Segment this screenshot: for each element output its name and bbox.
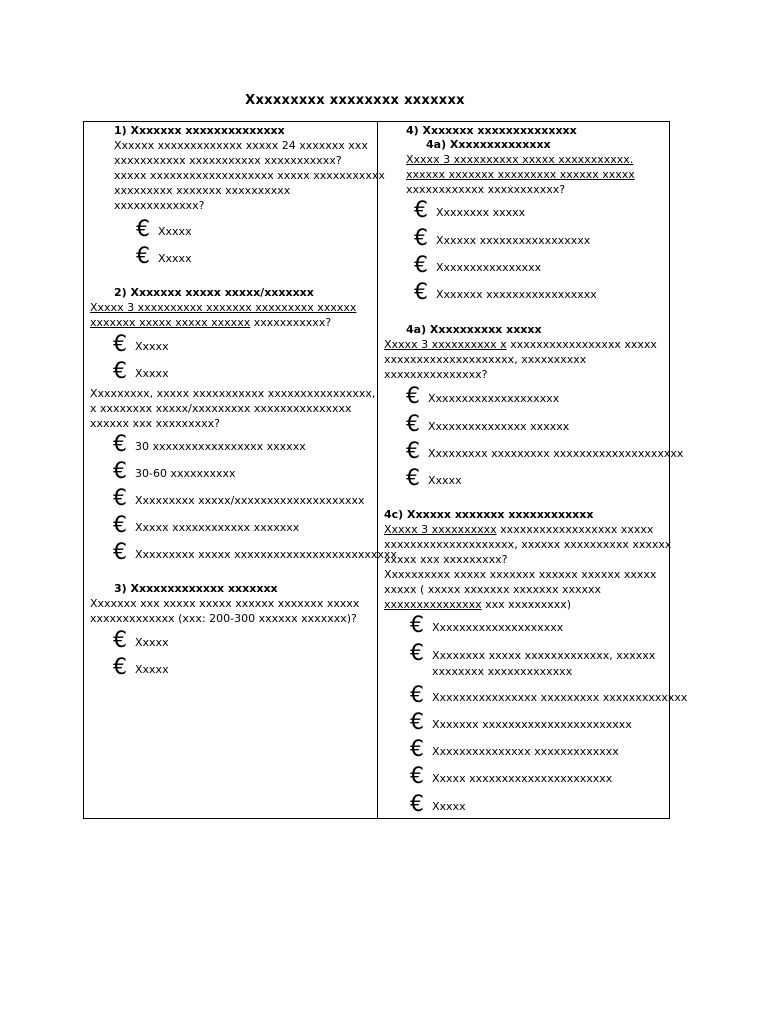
section-1-line: xxxxxxxxxxx xxxxxxxxxxx xxxxxxxxxxx? xyxy=(114,154,342,167)
right-column xyxy=(378,122,688,818)
option-label: Xxxxxxx xxxxxxxxxxxxxxxxxxxxxxx xyxy=(432,718,632,731)
option-label: Xxxxxxxxxxxxxxxxxxxx xyxy=(428,392,560,405)
section-4a-line: xxxxxxxxxxxx xxxxxxxxxxx? xyxy=(406,183,566,196)
section-4c-heading: 4c) Xxxxxx xxxxxxx xxxxxxxxxxxx xyxy=(384,508,594,521)
option-label: Xxxxxxxxxxxxxxx xxxxxxxxxxxxx xyxy=(432,745,619,758)
option-label: Xxxxxxxx xxxxx xxxxxxxxxxxxx, xxxxxx xyxy=(432,649,656,662)
option-label: Xxxxxxxxxxxxxxxx xxxxxxxxx xxxxxxxxxxxxx xyxy=(432,691,688,704)
section-1-option[interactable] xyxy=(136,244,192,270)
section-3-line: Xxxxxxx xxx xxxxx xxxxx xxxxxx xxxxxxx xxxxx xyxy=(90,597,360,610)
euro-icon: € xyxy=(113,359,127,384)
euro-icon: € xyxy=(113,432,127,457)
option-label: Xxxxx xyxy=(135,636,169,649)
section-4c-option[interactable] xyxy=(410,792,466,818)
section-4c-line: xxxxx xxx xxxxxxxxx? xyxy=(384,553,508,566)
euro-icon: € xyxy=(406,466,420,491)
section-1-line: xxxxxxxxx xxxxxxx xxxxxxxxxx xyxy=(114,184,291,197)
euro-icon: € xyxy=(113,332,127,357)
section-2-option[interactable] xyxy=(113,359,169,385)
section-2-follow-option[interactable] xyxy=(113,540,397,566)
option-label: Xxxxx xyxy=(135,663,169,676)
section-2-follow-option[interactable] xyxy=(113,432,306,458)
euro-icon: € xyxy=(113,628,127,653)
section-2-heading: 2) Xxxxxxx xxxxx xxxxx/xxxxxxx xyxy=(114,286,314,299)
option-label: Xxxxxx xxxxxxxxxxxxxxxxx xyxy=(436,234,591,247)
line-tail: xxxxxxxxxxxxxxxxxx xxxxx xyxy=(496,523,654,536)
euro-icon: € xyxy=(406,384,420,409)
option-label: Xxxxxxx xxxxxxxxxxxxxxxxx xyxy=(436,288,597,301)
line-tail: xxxxxxxxxxxxxxxxx xxxxx xyxy=(506,338,657,351)
option-label: Xxxxx xyxy=(432,800,466,813)
document-title: Xxxxxxxxx xxxxxxxx xxxxxxx xyxy=(245,93,465,108)
option-label: Xxxxx xyxy=(158,252,192,265)
survey-table xyxy=(83,121,688,819)
section-4c-option-continuation: xxxxxxxx xxxxxxxxxxxxx xyxy=(432,665,573,678)
euro-icon: € xyxy=(113,655,127,680)
section-4a-option[interactable] xyxy=(414,226,590,252)
option-label: 30-60 xxxxxxxxxx xyxy=(135,467,236,480)
section-1-option[interactable] xyxy=(136,217,192,243)
euro-icon: € xyxy=(113,540,127,565)
section-2-follow-option[interactable] xyxy=(113,459,236,485)
euro-icon: € xyxy=(410,764,424,789)
section-4b-line xyxy=(384,337,657,352)
euro-icon: € xyxy=(410,792,424,817)
euro-icon: € xyxy=(410,641,424,666)
euro-icon: € xyxy=(406,439,420,464)
underlined-text: Xxxxx 3 xxxxxxxxxx xyxy=(384,523,497,536)
section-2-follow-line: x xxxxxxxx xxxxx/xxxxxxxxx xxxxxxxxxxxxxxx xyxy=(90,402,352,415)
option-label: Xxxxx xyxy=(428,474,462,487)
line-tail: xxxxxxxxxxx? xyxy=(250,316,332,329)
section-3-line: xxxxxxxxxxxxx (xxx: 200-300 xxxxxx xxxxxxx)? xyxy=(90,612,357,625)
section-2-option[interactable] xyxy=(113,332,169,358)
euro-icon: € xyxy=(414,280,428,305)
euro-icon: € xyxy=(136,217,150,242)
section-4c-line: xxxxxxxxxxxxxxxxxxxx, xxxxxx xxxxxxxxxx xxxxxx xyxy=(384,538,672,551)
section-4b-option[interactable] xyxy=(406,412,569,438)
option-label: Xxxxx xyxy=(135,340,169,353)
option-label: Xxxxx xyxy=(158,225,192,238)
section-4-heading: 4) Xxxxxxx xxxxxxxxxxxxxx xyxy=(406,124,577,137)
section-2-follow-option[interactable] xyxy=(113,513,299,539)
section-4c-line xyxy=(384,597,571,612)
option-label: Xxxxxxxxxxxxxxxxxxxx xyxy=(432,621,564,634)
euro-icon: € xyxy=(406,412,420,437)
euro-icon: € xyxy=(136,244,150,269)
section-3-option[interactable] xyxy=(113,628,169,654)
section-4b-line: xxxxxxxxxxxxxxx? xyxy=(384,368,488,381)
section-4a-option[interactable] xyxy=(414,280,597,306)
section-4a-option[interactable] xyxy=(414,253,541,279)
option-label: Xxxxxxxxxxxxxxx xxxxxx xyxy=(428,420,570,433)
option-label: Xxxxxxxxx xxxxx/xxxxxxxxxxxxxxxxxxxx xyxy=(135,494,365,507)
section-4b-option[interactable] xyxy=(406,439,683,465)
section-2-follow-line: Xxxxxxxxx, xxxxx xxxxxxxxxxx xxxxxxxxxxxxxxxx, xyxy=(90,387,376,400)
section-2-line: Xxxxx 3 xxxxxxxxxx xxxxxxx xxxxxxxxx xxxxxx xyxy=(90,301,357,314)
section-4b-option[interactable] xyxy=(406,466,462,492)
left-column xyxy=(84,122,397,818)
section-2-follow-line: xxxxxx xxx xxxxxxxxx? xyxy=(90,417,221,430)
option-label: Xxxxxxxxx xxxxx xxxxxxxxxxxxxxxxxxxxxxxxx xyxy=(135,548,397,561)
section-3-option[interactable] xyxy=(113,655,169,681)
section-4b-option[interactable] xyxy=(406,384,559,410)
section-4c-line: Xxxxxxxxxx xxxxx xxxxxxx xxxxxx xxxxxx xxxxx xyxy=(384,568,657,581)
option-label: Xxxxxxxx xxxxx xyxy=(436,206,526,219)
option-label: Xxxxx xxxxxxxxxxxxxxxxxxxxxx xyxy=(432,772,613,785)
underlined-text: Xxxxx 3 xxxxxxxxxx x xyxy=(384,338,507,351)
section-4a-subheading: 4a) Xxxxxxxxxxxxxx xyxy=(426,138,551,151)
euro-icon: € xyxy=(410,683,424,708)
section-4c-option[interactable] xyxy=(410,764,612,790)
section-4a-line: xxxxxx xxxxxxx xxxxxxxxx xxxxxx xxxxx xyxy=(406,168,635,181)
option-label: Xxxxxxxxxxxxxxxx xyxy=(436,261,542,274)
section-4b-heading: 4a) Xxxxxxxxxx xxxxx xyxy=(406,323,542,336)
option-label: 30 xxxxxxxxxxxxxxxxx xxxxxx xyxy=(135,440,306,453)
section-1-line: xxxxxxxxxxxxx? xyxy=(114,199,205,212)
euro-icon: € xyxy=(113,459,127,484)
section-2-follow-option[interactable] xyxy=(113,486,365,512)
euro-icon: € xyxy=(410,710,424,735)
section-4c-line: xxxxx ( xxxxx xxxxxxx xxxxxxx xxxxxx xyxy=(384,583,602,596)
section-4c-option[interactable] xyxy=(410,613,563,639)
line-tail: xxx xxxxxxxxx) xyxy=(481,598,572,611)
option-label: Xxxxx xyxy=(135,367,169,380)
euro-icon: € xyxy=(414,226,428,251)
euro-icon: € xyxy=(410,737,424,762)
underlined-text: xxxxxxxxxxxxxxx xyxy=(384,598,482,611)
section-4c-option[interactable] xyxy=(410,683,687,709)
underlined-text: xxxxxxx xxxxx xxxxx xxxxxx xyxy=(90,316,251,329)
section-4a-option[interactable] xyxy=(414,198,525,224)
section-4c-line xyxy=(384,522,653,537)
euro-icon: € xyxy=(113,486,127,511)
option-label: Xxxxxxxxx xxxxxxxxx xxxxxxxxxxxxxxxxxxxx xyxy=(428,447,684,460)
section-4c-option[interactable] xyxy=(410,737,619,763)
section-4c-option[interactable] xyxy=(410,710,632,736)
section-2-line xyxy=(90,315,331,330)
section-1-heading: 1) Xxxxxxx xxxxxxxxxxxxxx xyxy=(114,124,285,137)
euro-icon: € xyxy=(113,513,127,538)
euro-icon: € xyxy=(410,613,424,638)
option-label: Xxxxx xxxxxxxxxxxx xxxxxxx xyxy=(135,521,300,534)
section-1-line: Xxxxxx xxxxxxxxxxxxx xxxxx 24 xxxxxxx xxx xyxy=(114,139,368,152)
section-4a-line: Xxxxx 3 xxxxxxxxxx xxxxx xxxxxxxxxxx. xyxy=(406,153,634,166)
section-3-heading: 3) Xxxxxxxxxxxxx xxxxxxx xyxy=(114,582,278,595)
euro-icon: € xyxy=(414,253,428,278)
section-1-line: xxxxx xxxxxxxxxxxxxxxxxxx xxxxx xxxxxxxxxxx xyxy=(114,169,385,182)
euro-icon: € xyxy=(414,198,428,223)
section-4b-line: xxxxxxxxxxxxxxxxxxxx, xxxxxxxxxx xyxy=(384,353,587,366)
